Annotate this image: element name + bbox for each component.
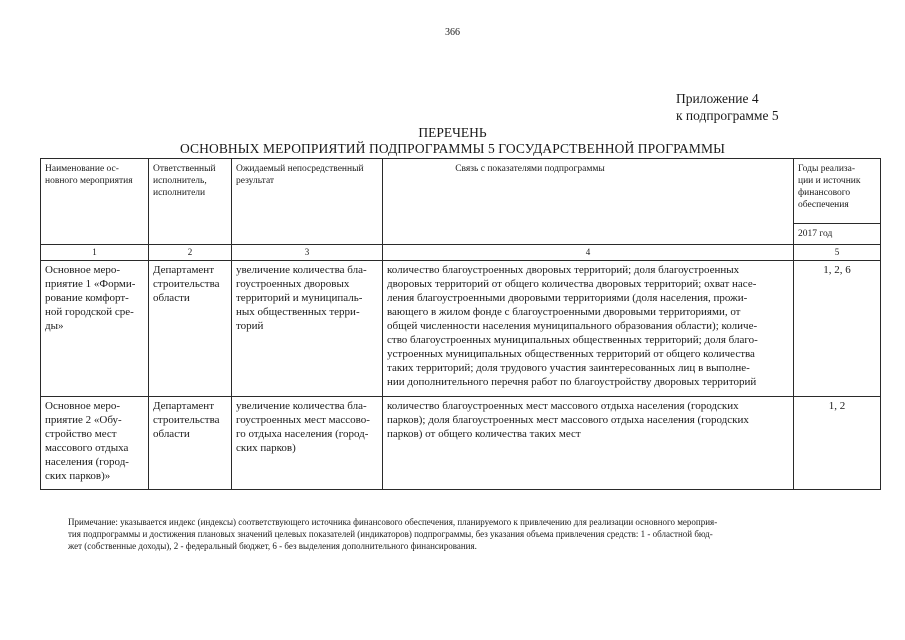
row-event-name: Основное меро- приятие 2 «Обу- стройство мест массового отдыха населения (город- ских парков)»	[41, 397, 149, 490]
header-result: Ожидаемый непосредственный результат	[232, 159, 383, 245]
events-table	[40, 158, 881, 490]
column-number: 5	[794, 245, 881, 261]
document-title: ПЕРЕЧЕНЬ	[418, 125, 487, 140]
table-header-row	[41, 159, 881, 224]
column-number: 4	[383, 245, 794, 261]
document-subtitle: ОСНОВНЫХ МЕРОПРИЯТИЙ ПОДПРОГРАММЫ 5 ГОСУДАРСТВЕННОЙ ПРОГРАММЫ	[180, 141, 725, 156]
column-number: 3	[232, 245, 383, 261]
row-funding-source: 1, 2	[794, 397, 881, 490]
row-funding-source: 1, 2, 6	[794, 261, 881, 397]
row-indicators: количество благоустроенных мест массового отдыха населения (городских парков); доля благоустроенных мест массового отдыха населения (городских парков) от общего количества таких мест	[383, 397, 794, 490]
column-number: 2	[149, 245, 232, 261]
row-indicators: количество благоустроенных дворовых территорий; доля благоустроенных дворовых территорий от общего количества дворовых территорий; охват насе- ления благоустроенными дворовыми территориями (доля населения, прожи- вающего в жилом фонде с благоустроенными дворовыми территориями, от общей численности населения муниципального образования области); количе- ство благоустроенных муниципальных общественных территорий; доля благо- устроенных муниципальных общественных территорий от общего количества таких территорий; доля трудового участия заинтересованных лиц в выполне- нии дополнительного перечня работ по благоустройству дворовых территорий	[383, 261, 794, 397]
table-row	[41, 261, 881, 397]
row-event-name: Основное меро- приятие 1 «Форми- рование комфорт- ной городской сре- ды»	[41, 261, 149, 397]
header-name: Наименование ос- новного мероприятия	[41, 159, 149, 245]
header-year-2017: 2017 год	[794, 224, 881, 245]
footnote: Примечание: указывается индекс (индексы) соответствующего источника финансового обеспечения, планируемого к привлечению для реализации основного мероприя- тия подпрограммы и достижения плановых значений целевых показателей (индикаторов) подпрограммы, без указания объема привлечения средств: 1 - областной бюд- жет (собственные доходы), 2 - федеральный бюджет, 6 - без выделения дополнительного финансирования.	[68, 517, 718, 551]
row-executor: Департамент строительства области	[149, 261, 232, 397]
row-executor: Департамент строительства области	[149, 397, 232, 490]
appendix-line-1: Приложение 4	[676, 91, 759, 106]
appendix-reference	[676, 90, 779, 124]
page-number: 366	[445, 27, 460, 38]
table-row	[41, 397, 881, 490]
header-years: Годы реализа- ции и источник финансового обеспечения	[794, 159, 881, 224]
row-result: увеличение количества бла- гоустроенных мест массово- го отдыха населения (город- ских парков)	[232, 397, 383, 490]
column-number: 1	[41, 245, 149, 261]
header-executor: Ответственный исполнитель, исполнители	[149, 159, 232, 245]
appendix-line-2: к подпрограмме 5	[676, 108, 779, 123]
row-result: увеличение количества бла- гоустроенных дворовых территорий и муниципаль- ных общественных терри- торий	[232, 261, 383, 397]
column-numbers-row	[41, 245, 881, 261]
header-link: Связь с показателями подпрограммы	[383, 159, 794, 245]
